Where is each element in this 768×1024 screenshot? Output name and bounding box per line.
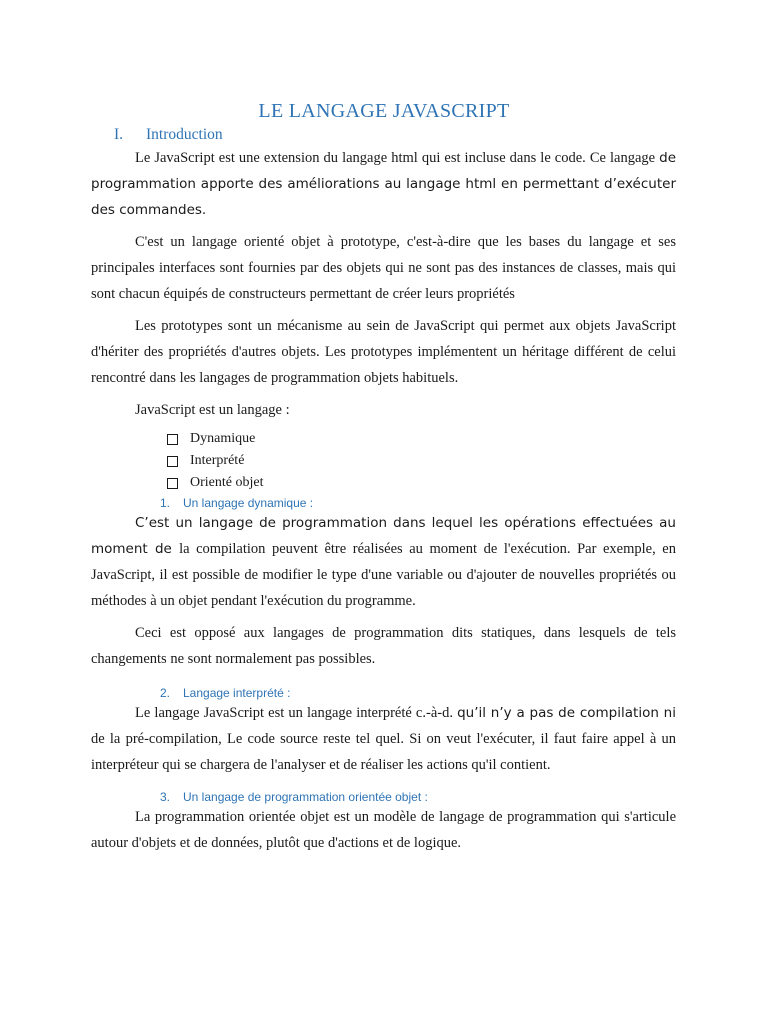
page-title: LE LANGAGE JAVASCRIPT <box>258 100 510 122</box>
subheading-oop <box>160 790 428 804</box>
list-item <box>167 472 263 494</box>
dynamic-paragraph-1-end: la compilation peuvent être réalisées au moment de l'exécution. Par exemple, en JavaScript, il est possible de modifier le type d'une variable ou d'ajouter de nouvelles propriétés ou méthodes à un objet pendant l'exécution du programme. <box>91 541 676 609</box>
interpreted-paragraph <box>91 700 676 778</box>
subheading-label: Un langage de programmation orientée objet : <box>183 790 428 804</box>
dynamic-paragraph-2: Ceci est opposé aux langages de programmation dits statiques, dans lesquels de tels changements ne sont normalement pas possibles. <box>91 625 676 667</box>
section-label: Introduction <box>146 126 223 143</box>
subheading-number: 2. <box>160 686 171 700</box>
section-number: I. <box>114 126 124 143</box>
subheading-label: Un langage dynamique : <box>183 496 314 510</box>
list-item-label: Orienté objet <box>190 475 264 490</box>
intro-paragraph-3: Les prototypes sont un mécanisme au sein de JavaScript qui permet aux objets JavaScript d'hériter des propriétés d'autres objets. Les prototypes implémentent un héritage différent de celui rencontré dans les langages de programmation objets habituels. <box>91 318 676 386</box>
intro-paragraph-1-start: Le JavaScript est une extension du langage html qui est incluse dans le code. Ce langage <box>135 150 660 166</box>
intro-paragraph-2: C'est un langage orienté objet à prototype, c'est-à-dire que les bases du langage et ses principales interfaces sont fournies par des objets qui ne sont pas des instances de classes, mais qui sont chacun équipés de constructeurs permettant de créer leurs propriétés <box>91 234 676 302</box>
interpreted-paragraph-start: Le langage JavaScript est un langage interprété c.-à-d. <box>135 705 458 721</box>
checkbox-square-icon <box>167 478 178 489</box>
subheading-label: Langage interprété : <box>183 686 291 700</box>
intro-paragraph-1-end: de programmation apporte des améliorations au langage html en permettant d’exécuter des commandes. <box>91 150 676 218</box>
intro-paragraph-4: JavaScript est un langage : <box>135 402 290 418</box>
subheading-interpreted <box>160 686 290 700</box>
dynamic-paragraph-1 <box>91 510 676 614</box>
feature-list <box>167 428 263 494</box>
checkbox-square-icon <box>167 456 178 467</box>
dynamic-paragraph-1-start: C’est un langage de programmation dans lequel les opérations effectuées au moment de <box>91 515 676 557</box>
list-item-label: Dynamique <box>190 431 256 446</box>
interpreted-paragraph-end: de la pré-compilation, Le code source reste tel quel. Si on veut l'exécuter, il faut faire appel à un interpréteur qui se chargera de l'analyser et de réaliser les actions qu'il contient. <box>91 731 676 773</box>
oop-paragraph: La programmation orientée objet est un modèle de langage de programmation qui s'articule autour d'objets et de données, plutôt que d'actions et de logique. <box>91 809 676 851</box>
list-item <box>167 428 263 450</box>
intro-paragraph-1 <box>91 145 676 223</box>
subheading-number: 1. <box>160 496 171 510</box>
list-item <box>167 450 263 472</box>
section-heading-introduction <box>114 126 223 144</box>
checkbox-square-icon <box>167 434 178 445</box>
subheading-dynamic <box>160 496 313 510</box>
list-item-label: Interprété <box>190 453 245 468</box>
interpreted-paragraph-sans: qu’il n’y a pas de compilation ni <box>457 705 676 721</box>
subheading-number: 3. <box>160 790 171 804</box>
